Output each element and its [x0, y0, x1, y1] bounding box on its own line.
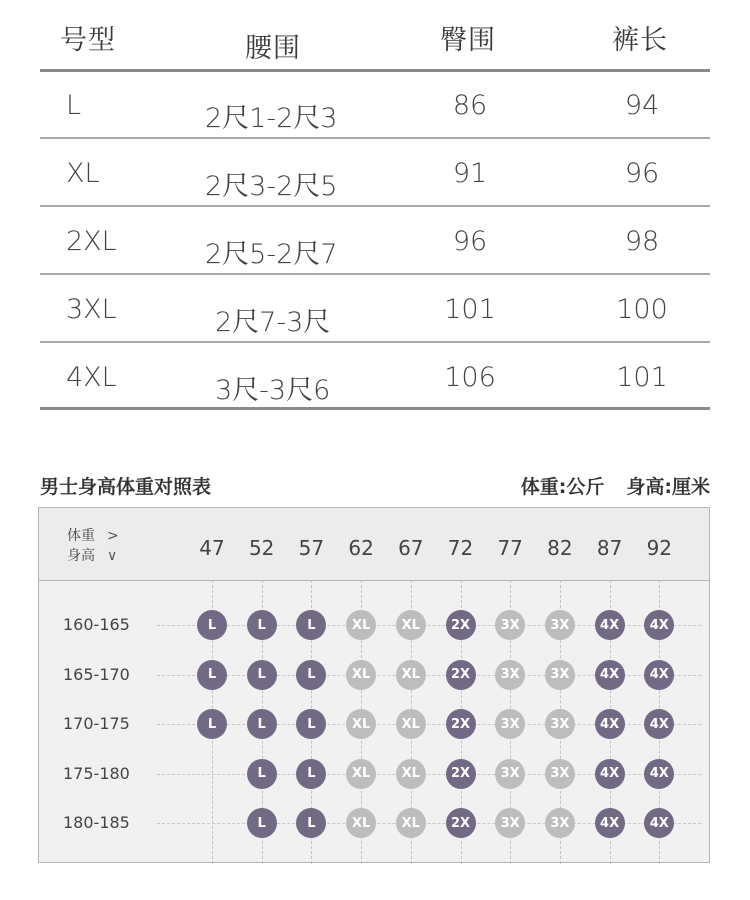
cell-size: L: [66, 90, 82, 121]
corner-weight-label: 体重: [67, 528, 95, 544]
size-badge: 3X: [495, 610, 525, 640]
height-label: 160-165: [63, 615, 130, 634]
size-badge: 2X: [446, 808, 476, 838]
size-badge: L: [247, 610, 277, 640]
size-badge: 2X: [446, 709, 476, 739]
size-badge: 4X: [644, 610, 674, 640]
size-badge: 3X: [495, 709, 525, 739]
size-badge: 2X: [446, 759, 476, 789]
header-waist: 腰围: [245, 33, 301, 64]
cell-waist: 2尺5-2尺7: [205, 239, 338, 270]
header-hip: 臀围: [440, 25, 496, 56]
chart-title: 男士身高体重对照表: [40, 476, 212, 498]
size-badge: 4X: [644, 808, 674, 838]
size-badge: XL: [396, 808, 426, 838]
cell-waist: 3尺-3尺6: [215, 375, 331, 406]
weight-label: 87: [596, 536, 623, 560]
size-badge: 4X: [644, 660, 674, 690]
size-badge: 3X: [495, 660, 525, 690]
size-badge: 3X: [545, 808, 575, 838]
size-badge: XL: [346, 808, 376, 838]
size-badge: L: [197, 610, 227, 640]
cell-size: 3XL: [66, 294, 117, 325]
weight-label: 72: [447, 536, 474, 560]
table-row: [40, 276, 710, 342]
chart-units: [521, 472, 710, 499]
size-badge: L: [247, 709, 277, 739]
table-rule: [40, 273, 710, 275]
weight-label: 52: [248, 536, 275, 560]
corner-height-label: 身高: [67, 548, 95, 564]
unit-weight: 体重:公斤: [520, 476, 605, 498]
size-badge: XL: [346, 709, 376, 739]
table-row: [40, 72, 710, 138]
table-rule: [40, 341, 710, 343]
size-badge: 3X: [495, 759, 525, 789]
size-badge: 4X: [644, 759, 674, 789]
cell-size: XL: [66, 158, 100, 189]
header-length: 裤长: [612, 25, 668, 56]
size-badge: 4X: [595, 709, 625, 739]
size-badge: XL: [396, 709, 426, 739]
size-badge: L: [247, 660, 277, 690]
height-label: 170-175: [63, 714, 130, 733]
weight-label: 67: [398, 536, 424, 560]
cell-hip: 86: [452, 90, 488, 121]
size-table: [40, 0, 710, 406]
size-badge: L: [296, 759, 326, 789]
header-size: 号型: [60, 25, 116, 56]
table-row: [40, 140, 710, 206]
size-badge: 3X: [545, 660, 575, 690]
height-label: 165-170: [63, 664, 130, 684]
cell-length: 101: [616, 362, 668, 393]
table-rule-bottom: [40, 407, 710, 410]
size-table-header: [40, 0, 710, 70]
size-badge: L: [197, 709, 227, 739]
cell-hip: 96: [452, 226, 488, 257]
weight-label: 77: [497, 536, 523, 560]
cell-hip: 101: [444, 294, 496, 325]
size-badge: 3X: [545, 709, 575, 739]
size-badge: XL: [346, 660, 376, 690]
cell-waist: 2尺7-3尺: [215, 307, 331, 338]
size-badge: XL: [346, 610, 376, 640]
size-badge: 3X: [545, 759, 575, 789]
cell-hip: 106: [444, 362, 496, 393]
size-badge: 3X: [495, 808, 525, 838]
cell-length: 94: [624, 90, 660, 121]
cell-length: 98: [624, 226, 660, 257]
cell-hip: 91: [452, 158, 488, 189]
chart-header-row: [39, 508, 709, 581]
chevron-right-icon: >: [107, 528, 119, 544]
weight-label: 82: [547, 536, 573, 560]
table-rule: [40, 137, 710, 139]
size-badge: L: [296, 808, 326, 838]
size-badge: L: [296, 709, 326, 739]
size-badge: L: [296, 660, 326, 690]
cell-size: 2XL: [66, 226, 117, 257]
size-badge: 4X: [644, 709, 674, 739]
table-rule: [40, 205, 710, 207]
weight-label: 62: [348, 536, 374, 560]
unit-height: 身高:厘米: [626, 476, 710, 498]
height-label: 175-180: [63, 763, 130, 783]
size-badge: L: [197, 660, 227, 690]
size-badge: 4X: [595, 610, 625, 640]
size-badge: L: [296, 610, 326, 640]
size-badge: 2X: [446, 660, 476, 690]
weight-label: 92: [646, 536, 673, 560]
size-badge: XL: [346, 759, 376, 789]
cell-length: 100: [616, 294, 668, 325]
cell-size: 4XL: [66, 362, 117, 393]
table-row: [40, 344, 710, 410]
weight-label: 57: [298, 536, 325, 560]
size-badge: 4X: [595, 660, 625, 690]
size-badge: 4X: [595, 759, 625, 789]
size-badge: XL: [396, 610, 426, 640]
chevron-down-icon: ∨: [107, 548, 118, 564]
size-badge: 3X: [545, 610, 575, 640]
size-badge: L: [247, 808, 277, 838]
table-row: [40, 208, 710, 274]
size-badge: 4X: [595, 808, 625, 838]
height-label: 180-185: [63, 813, 130, 832]
weight-label: 47: [199, 536, 225, 560]
cell-length: 96: [624, 158, 660, 189]
cell-waist: 2尺3-2尺5: [205, 171, 338, 202]
size-badge: 2X: [446, 610, 476, 640]
cell-waist: 2尺1-2尺3: [205, 103, 338, 134]
size-badge: XL: [396, 660, 426, 690]
size-badge: L: [247, 759, 277, 789]
chart-corner-label: [67, 526, 119, 566]
height-weight-chart: [38, 507, 710, 863]
size-badge: XL: [396, 759, 426, 789]
